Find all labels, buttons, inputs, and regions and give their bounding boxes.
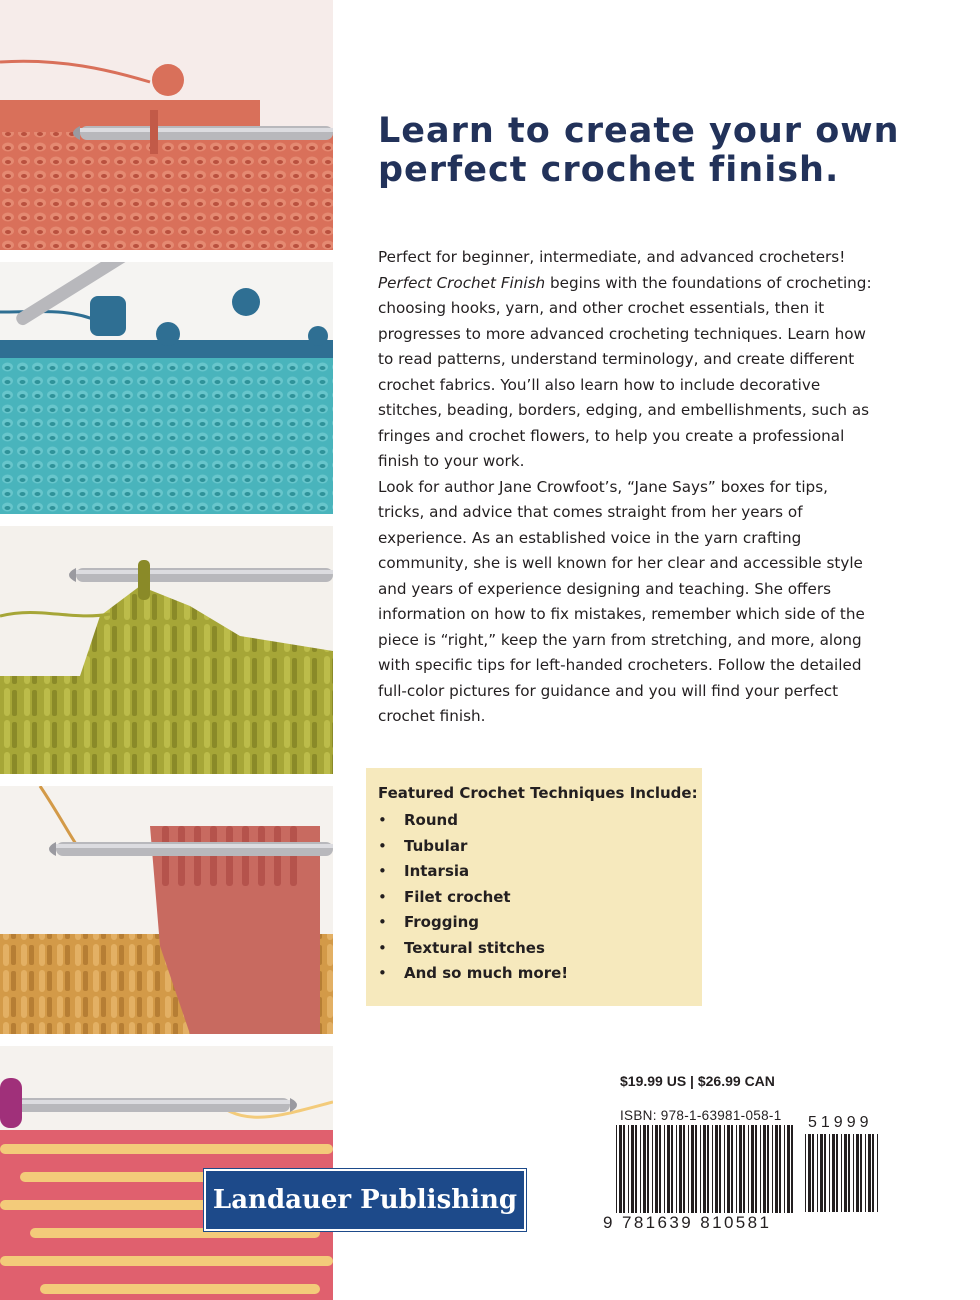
barcode-bar: [628, 1125, 629, 1213]
bullet-icon: •: [378, 887, 387, 906]
barcode-bar: [755, 1125, 757, 1213]
description-paragraph-1: [378, 245, 878, 475]
barcode-bar: [817, 1134, 818, 1212]
bullet-icon: •: [378, 938, 387, 957]
barcode-bar: [824, 1134, 826, 1212]
bullet-icon: •: [378, 913, 387, 931]
barcode-bar: [868, 1134, 871, 1212]
bullet-icon: •: [378, 862, 387, 880]
barcode-bar: [679, 1125, 682, 1213]
barcode-bar: [652, 1125, 653, 1213]
swatch-photo-column: [0, 0, 333, 1300]
olive-swatch-photo: [0, 526, 333, 774]
barcode-bar: [719, 1125, 721, 1213]
barcode-bar: [736, 1125, 737, 1213]
barcode-bar: [647, 1125, 649, 1213]
barcode-bar: [763, 1125, 766, 1213]
barcode-bar: [619, 1125, 622, 1213]
barcode-bar: [872, 1134, 874, 1212]
crochet-hook-icon: [73, 126, 333, 140]
barcode-bar: [623, 1125, 625, 1213]
price: $19.99 US | $26.99 CAN: [620, 1073, 775, 1089]
barcode-bar: [664, 1125, 665, 1213]
barcode-bar: [640, 1125, 641, 1213]
list-item: • Round: [378, 808, 568, 834]
publisher-logo: Landauer Publishing: [204, 1169, 526, 1231]
barcode-bar: [715, 1125, 718, 1213]
barcode-bar: [836, 1134, 838, 1212]
barcode-bar: [767, 1125, 769, 1213]
barcode-bar: [659, 1125, 661, 1213]
barcode-bar: [848, 1134, 850, 1212]
list-item: • Textural stitches: [378, 936, 568, 962]
barcode-bar: [865, 1134, 866, 1212]
barcode-bar: [820, 1134, 823, 1212]
description-paragraph-1-rest: begins with the foundations of crocheting: choosing hooks, yarn, and other crochet essentials, then it progresses to more advanced crocheting techniques. Learn how to read patterns, understand terminology, and create different crochet fabrics. You’ll also learn how to include decorative stitches, beading, borders, edging, and embellishments, such as fringes and crochet flowers, to help you create a professional finish to your work.: [378, 273, 872, 470]
barcode-bar: [856, 1134, 859, 1212]
barcode-bar: [688, 1125, 689, 1213]
barcode-bar: [877, 1134, 878, 1212]
barcode-bar: [671, 1125, 673, 1213]
coral-swatch-photo: [0, 0, 333, 250]
barcode-bar: [667, 1125, 670, 1213]
list-item: • And so much more!: [378, 961, 568, 987]
barcode-bar: [731, 1125, 733, 1213]
barcode-bar: [775, 1125, 778, 1213]
barcode-bar: [695, 1125, 697, 1213]
barcode-bar: [784, 1125, 785, 1213]
barcode-bar: [853, 1134, 854, 1212]
list-item: • Intarsia: [378, 859, 568, 885]
barcode-bar: [655, 1125, 658, 1213]
barcode-bar: [631, 1125, 634, 1213]
barcode-bar: [676, 1125, 677, 1213]
list-item: • Frogging: [378, 910, 568, 936]
barcode-bar: [635, 1125, 637, 1213]
headline: Learn to create your own perfect crochet finish.: [378, 111, 900, 190]
description-intro: Perfect for beginner, intermediate, and advanced crocheters!: [378, 248, 846, 266]
barcode-bar: [724, 1125, 725, 1213]
barcode-bar: [683, 1125, 685, 1213]
barcode-bar: [760, 1125, 761, 1213]
barcode-bar: [739, 1125, 742, 1213]
barcode-bar: [832, 1134, 835, 1212]
bullet-icon: •: [378, 964, 387, 982]
barcode-bar: [707, 1125, 709, 1213]
barcode-bar: [643, 1125, 646, 1213]
techniques-box: [366, 768, 702, 1006]
barcode-bar: [812, 1134, 814, 1212]
barcode-bar: [772, 1125, 773, 1213]
barcode-bar: [860, 1134, 862, 1212]
barcode-bar: [700, 1125, 701, 1213]
techniques-title: Featured Crochet Techniques Include:: [378, 784, 698, 802]
barcode-bar: [703, 1125, 706, 1213]
bullet-icon: •: [378, 836, 387, 855]
crochet-hook-icon: [49, 842, 333, 856]
barcode-bar: [841, 1134, 842, 1212]
description-paragraph-2: Look for author Jane Crowfoot’s, “Jane Says” boxes for tips, tricks, and advice that comes straight from her years of experience. As an established voice in the yarn crafting community, she is well known for her clear and accessible style and years of experience designing and teaching. She offers information on how to fix mistakes, remember which side of the piece is “right,” keep the yarn from stretching, and more, along with specific tips for left-handed crocheters. Follow the detailed full-color pictures for guidance and you will find your perfect crochet finish.: [378, 477, 865, 725]
techniques-list: [378, 808, 568, 987]
barcode-bar: [743, 1125, 745, 1213]
barcode-bar: [751, 1125, 754, 1213]
barcode-bar: [691, 1125, 694, 1213]
bullet-icon: •: [378, 811, 387, 829]
barcode-bar: [712, 1125, 713, 1213]
barcode-bar: [616, 1125, 617, 1213]
barcode-bar: [808, 1134, 811, 1212]
barcode-bar: [791, 1125, 793, 1213]
addon-barcode-icon: [805, 1134, 881, 1212]
book-title: Perfect Crochet Finish: [378, 273, 546, 292]
barcode-bar: [829, 1134, 830, 1212]
barcode-bar: [779, 1125, 781, 1213]
turquoise-swatch-photo: [0, 262, 333, 514]
crochet-hook-icon: [69, 568, 333, 582]
mustard-swatch-photo: [0, 786, 333, 1034]
barcode-bar: [805, 1134, 806, 1212]
barcode-bar: [844, 1134, 847, 1212]
barcode-digits: 9 781639 810581: [603, 1213, 772, 1232]
list-item: • Filet crochet: [378, 885, 568, 911]
list-item: • Tubular: [378, 834, 568, 860]
barcode-bar: [727, 1125, 730, 1213]
addon-digits: 51999: [808, 1114, 873, 1131]
description: [378, 245, 878, 730]
barcode-icon: [616, 1125, 794, 1213]
barcode-bar: [748, 1125, 749, 1213]
barcode-bar: [787, 1125, 790, 1213]
isbn: ISBN: 978-1-63981-058-1: [620, 1108, 782, 1123]
